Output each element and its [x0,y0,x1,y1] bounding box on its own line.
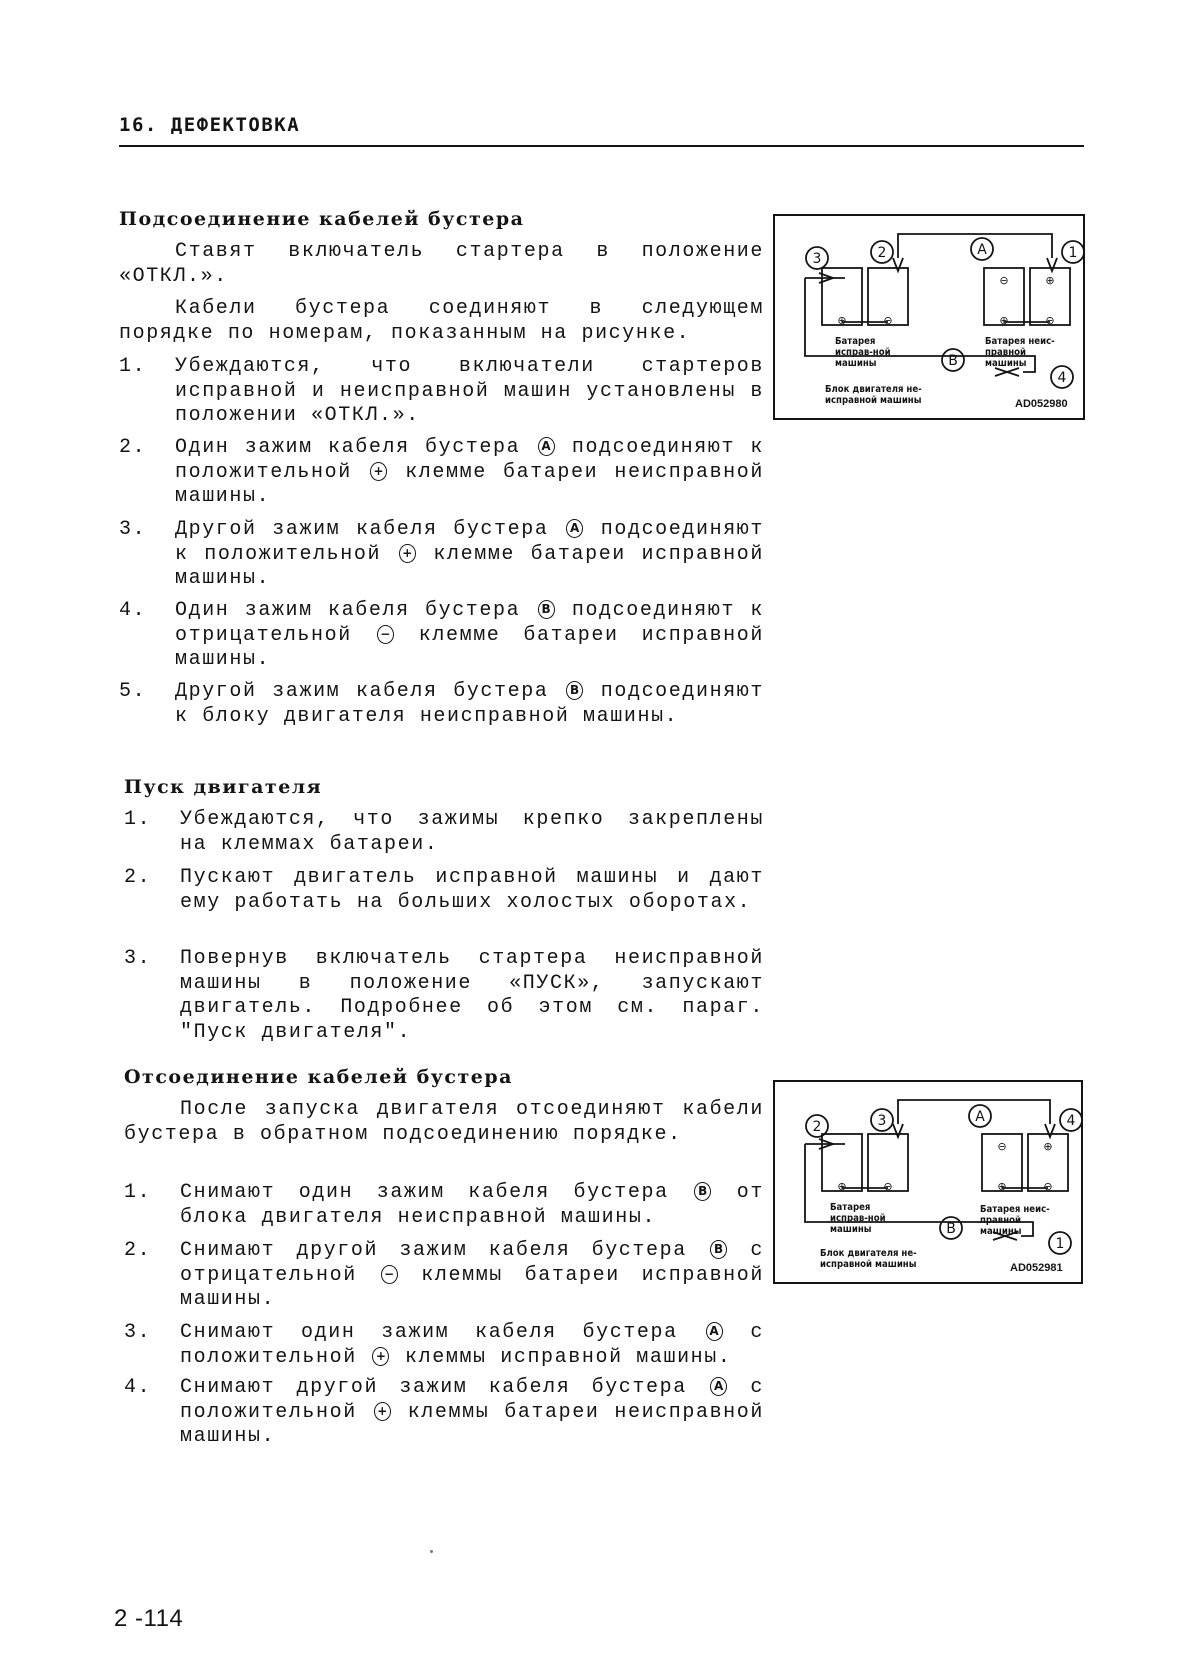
page-number: 2 -114 [114,1605,184,1632]
svg-text:1: 1 [1055,1236,1065,1252]
cable-b-icon: B [566,681,583,700]
svg-text:B: B [948,353,958,369]
cable-b-icon: B [710,1240,727,1259]
svg-text:4: 4 [1066,1113,1076,1129]
plus-terminal-icon: + [370,462,387,481]
good-battery-label: Батарея исправ-ной машины [830,1202,886,1235]
svg-text:⊕: ⊕ [999,314,1009,327]
cable-a-icon: A [538,437,555,456]
section-heading-disconnect: Отсоединение кабелей бустера [124,1066,513,1088]
svg-text:3: 3 [812,251,822,267]
svg-text:⊖: ⊖ [997,1140,1007,1153]
svg-text:⊕: ⊕ [837,1180,847,1193]
svg-text:2: 2 [877,245,887,261]
section-heading-start: Пуск двигателя [124,776,323,798]
bad-battery-label: Батарея неис-правной машины [980,1204,1050,1237]
connect-intro-1: Ставят включатель стартера в положение «ОТКЛ.». [119,240,764,288]
svg-text:⊕: ⊕ [837,314,847,327]
svg-text:⊖: ⊖ [883,1180,893,1193]
cable-a-icon: A [706,1322,723,1341]
cable-a-icon: A [710,1377,727,1396]
header-divider [119,145,1084,147]
cable-b-icon: B [694,1182,711,1201]
svg-text:1: 1 [1068,245,1078,261]
svg-text:⊖: ⊖ [1045,314,1055,327]
page-header-title: 16. ДЕФЕКТОВКА [119,114,301,136]
section-heading-connect: Подсоединение кабелей бустера [119,208,525,230]
figure-code: AD052980 [1015,398,1068,410]
plus-terminal-icon: + [399,544,416,563]
svg-text:⊖: ⊖ [1043,1180,1053,1193]
minus-terminal-icon: − [381,1265,398,1284]
svg-text:2: 2 [812,1119,822,1135]
connect-intro-2: Кабели бустера соединяют в следующем порядке по номерам, показанным на рисунке. [119,297,764,345]
minus-terminal-icon: − [377,625,394,644]
engine-block-label: Блок двигателя не-исправной машины [820,1248,917,1270]
plus-terminal-icon: + [374,1402,391,1421]
figure-code: AD052981 [1010,1262,1063,1274]
scan-speck [430,1550,433,1553]
svg-text:⊕: ⊕ [1043,1140,1053,1153]
engine-block-label: Блок двигателя не-исправной машины [825,384,922,406]
svg-text:⊕: ⊕ [997,1180,1007,1193]
plus-terminal-icon: + [372,1347,389,1366]
good-battery-label: Батарея исправ-ной машины [835,336,891,369]
svg-text:A: A [977,242,987,258]
bad-battery-label: Батарея неис-правной машины [985,336,1055,369]
cable-b-icon: B [538,600,555,619]
cable-a-icon: A [566,519,583,538]
disconnect-intro: После запуска двигателя отсоединяют кабели бустера в обратном подсоединению порядке. [124,1098,764,1146]
svg-text:⊖: ⊖ [883,314,893,327]
svg-text:4: 4 [1057,370,1067,386]
svg-text:3: 3 [877,1113,887,1129]
svg-text:B: B [946,1221,956,1237]
figure-connect-diagram [773,214,1085,420]
svg-text:⊖: ⊖ [999,274,1009,287]
svg-text:A: A [975,1109,985,1125]
svg-text:⊕: ⊕ [1045,274,1055,287]
figure-disconnect-diagram [773,1080,1083,1284]
